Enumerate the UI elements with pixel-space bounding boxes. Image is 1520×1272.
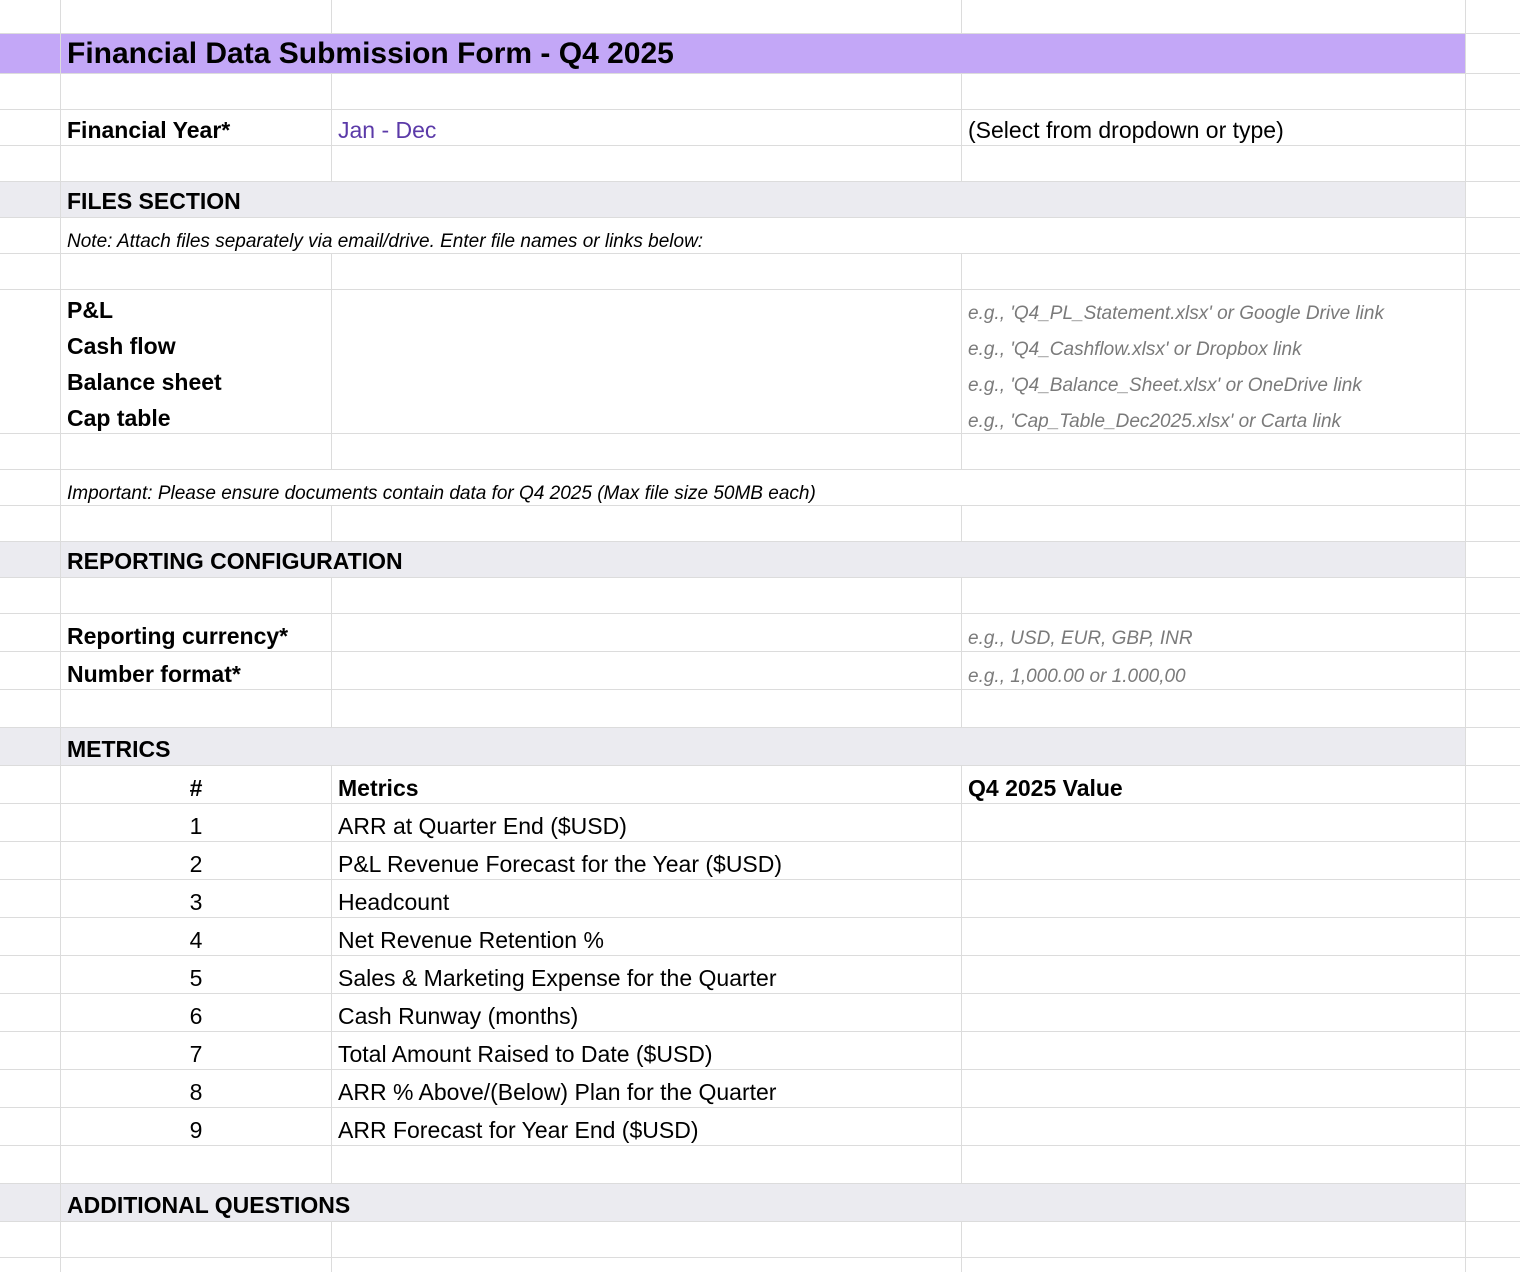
metrics-heading: METRICS xyxy=(67,736,171,762)
file-hint-pl: e.g., 'Q4_PL_Statement.xlsx' or Google Drive link xyxy=(968,303,1384,324)
file-input-cash-flow[interactable] xyxy=(338,335,953,361)
metric-row-num: 5 xyxy=(189,965,203,991)
metric-value-input[interactable] xyxy=(962,1070,1465,1107)
metric-value-input[interactable] xyxy=(962,956,1465,993)
metric-row-label: Total Amount Raised to Date ($USD) xyxy=(338,1041,713,1067)
metric-value-input[interactable] xyxy=(962,994,1465,1031)
metrics-col-metric: Metrics xyxy=(338,775,419,801)
metric-value-input[interactable] xyxy=(962,880,1465,917)
number-format-hint: e.g., 1,000.00 or 1.000,00 xyxy=(968,666,1186,687)
metric-value-input[interactable] xyxy=(962,918,1465,955)
metric-value-input[interactable] xyxy=(962,804,1465,841)
file-input-balance-sheet[interactable] xyxy=(338,371,953,397)
metric-row-label: ARR Forecast for Year End ($USD) xyxy=(338,1117,699,1143)
file-label-cash-flow: Cash flow xyxy=(67,333,176,359)
number-format-input[interactable] xyxy=(338,658,953,686)
reporting-currency-input[interactable] xyxy=(338,620,953,648)
additional-questions-heading: ADDITIONAL QUESTIONS xyxy=(67,1192,351,1218)
metric-row-num: 1 xyxy=(189,813,203,839)
metric-row-num: 2 xyxy=(189,851,203,877)
file-hint-cap-table: e.g., 'Cap_Table_Dec2025.xlsx' or Carta link xyxy=(968,411,1342,432)
file-label-cap-table: Cap table xyxy=(67,405,171,431)
files-note: Note: Attach files separately via email/drive. Enter file names or links below: xyxy=(67,231,704,252)
reporting-currency-label: Reporting currency* xyxy=(67,623,289,649)
file-label-pl: P&L xyxy=(67,297,113,323)
reporting-config-heading: REPORTING CONFIGURATION xyxy=(67,548,403,574)
metric-value-input[interactable] xyxy=(962,1032,1465,1069)
metric-row-label: P&L Revenue Forecast for the Year ($USD) xyxy=(338,851,783,877)
financial-year-hint: (Select from dropdown or type) xyxy=(968,117,1284,143)
metric-row-label: ARR at Quarter End ($USD) xyxy=(338,813,627,839)
reporting-currency-hint: e.g., USD, EUR, GBP, INR xyxy=(968,628,1193,649)
file-input-cap-table[interactable] xyxy=(338,407,953,433)
metric-row-num: 4 xyxy=(189,927,203,953)
metric-row-label: Headcount xyxy=(338,889,450,915)
file-label-balance-sheet: Balance sheet xyxy=(67,369,222,395)
financial-year-dropdown[interactable]: Jan - Dec xyxy=(338,117,437,143)
metric-row-label: Net Revenue Retention % xyxy=(338,927,604,953)
metrics-col-num: # xyxy=(189,775,203,801)
metric-row-num: 3 xyxy=(189,889,203,915)
metric-row-num: 9 xyxy=(189,1117,203,1143)
number-format-label: Number format* xyxy=(67,661,241,687)
metric-row-label: ARR % Above/(Below) Plan for the Quarter xyxy=(338,1079,777,1105)
file-hint-balance-sheet: e.g., 'Q4_Balance_Sheet.xlsx' or OneDrive link xyxy=(968,375,1362,396)
file-hint-cash-flow: e.g., 'Q4_Cashflow.xlsx' or Dropbox link xyxy=(968,339,1302,360)
metric-row-num: 7 xyxy=(189,1041,203,1067)
files-section-heading: FILES SECTION xyxy=(67,188,241,214)
metric-value-input[interactable] xyxy=(962,842,1465,879)
metric-row-num: 6 xyxy=(189,1003,203,1029)
metric-row-label: Cash Runway (months) xyxy=(338,1003,579,1029)
financial-year-label: Financial Year* xyxy=(67,117,231,143)
files-merged-cell xyxy=(61,182,1465,217)
metric-value-input[interactable] xyxy=(962,1108,1465,1145)
metric-row-num: 8 xyxy=(189,1079,203,1105)
metric-row-label: Sales & Marketing Expense for the Quarter xyxy=(338,965,777,991)
files-important-note: Important: Please ensure documents contain data for Q4 2025 (Max file size 50MB each) xyxy=(67,483,816,504)
file-input-pl[interactable] xyxy=(338,299,953,325)
metrics-col-value: Q4 2025 Value xyxy=(968,775,1123,801)
page-title: Financial Data Submission Form - Q4 2025 xyxy=(67,37,674,70)
metrics-merged-cell xyxy=(61,728,1465,765)
